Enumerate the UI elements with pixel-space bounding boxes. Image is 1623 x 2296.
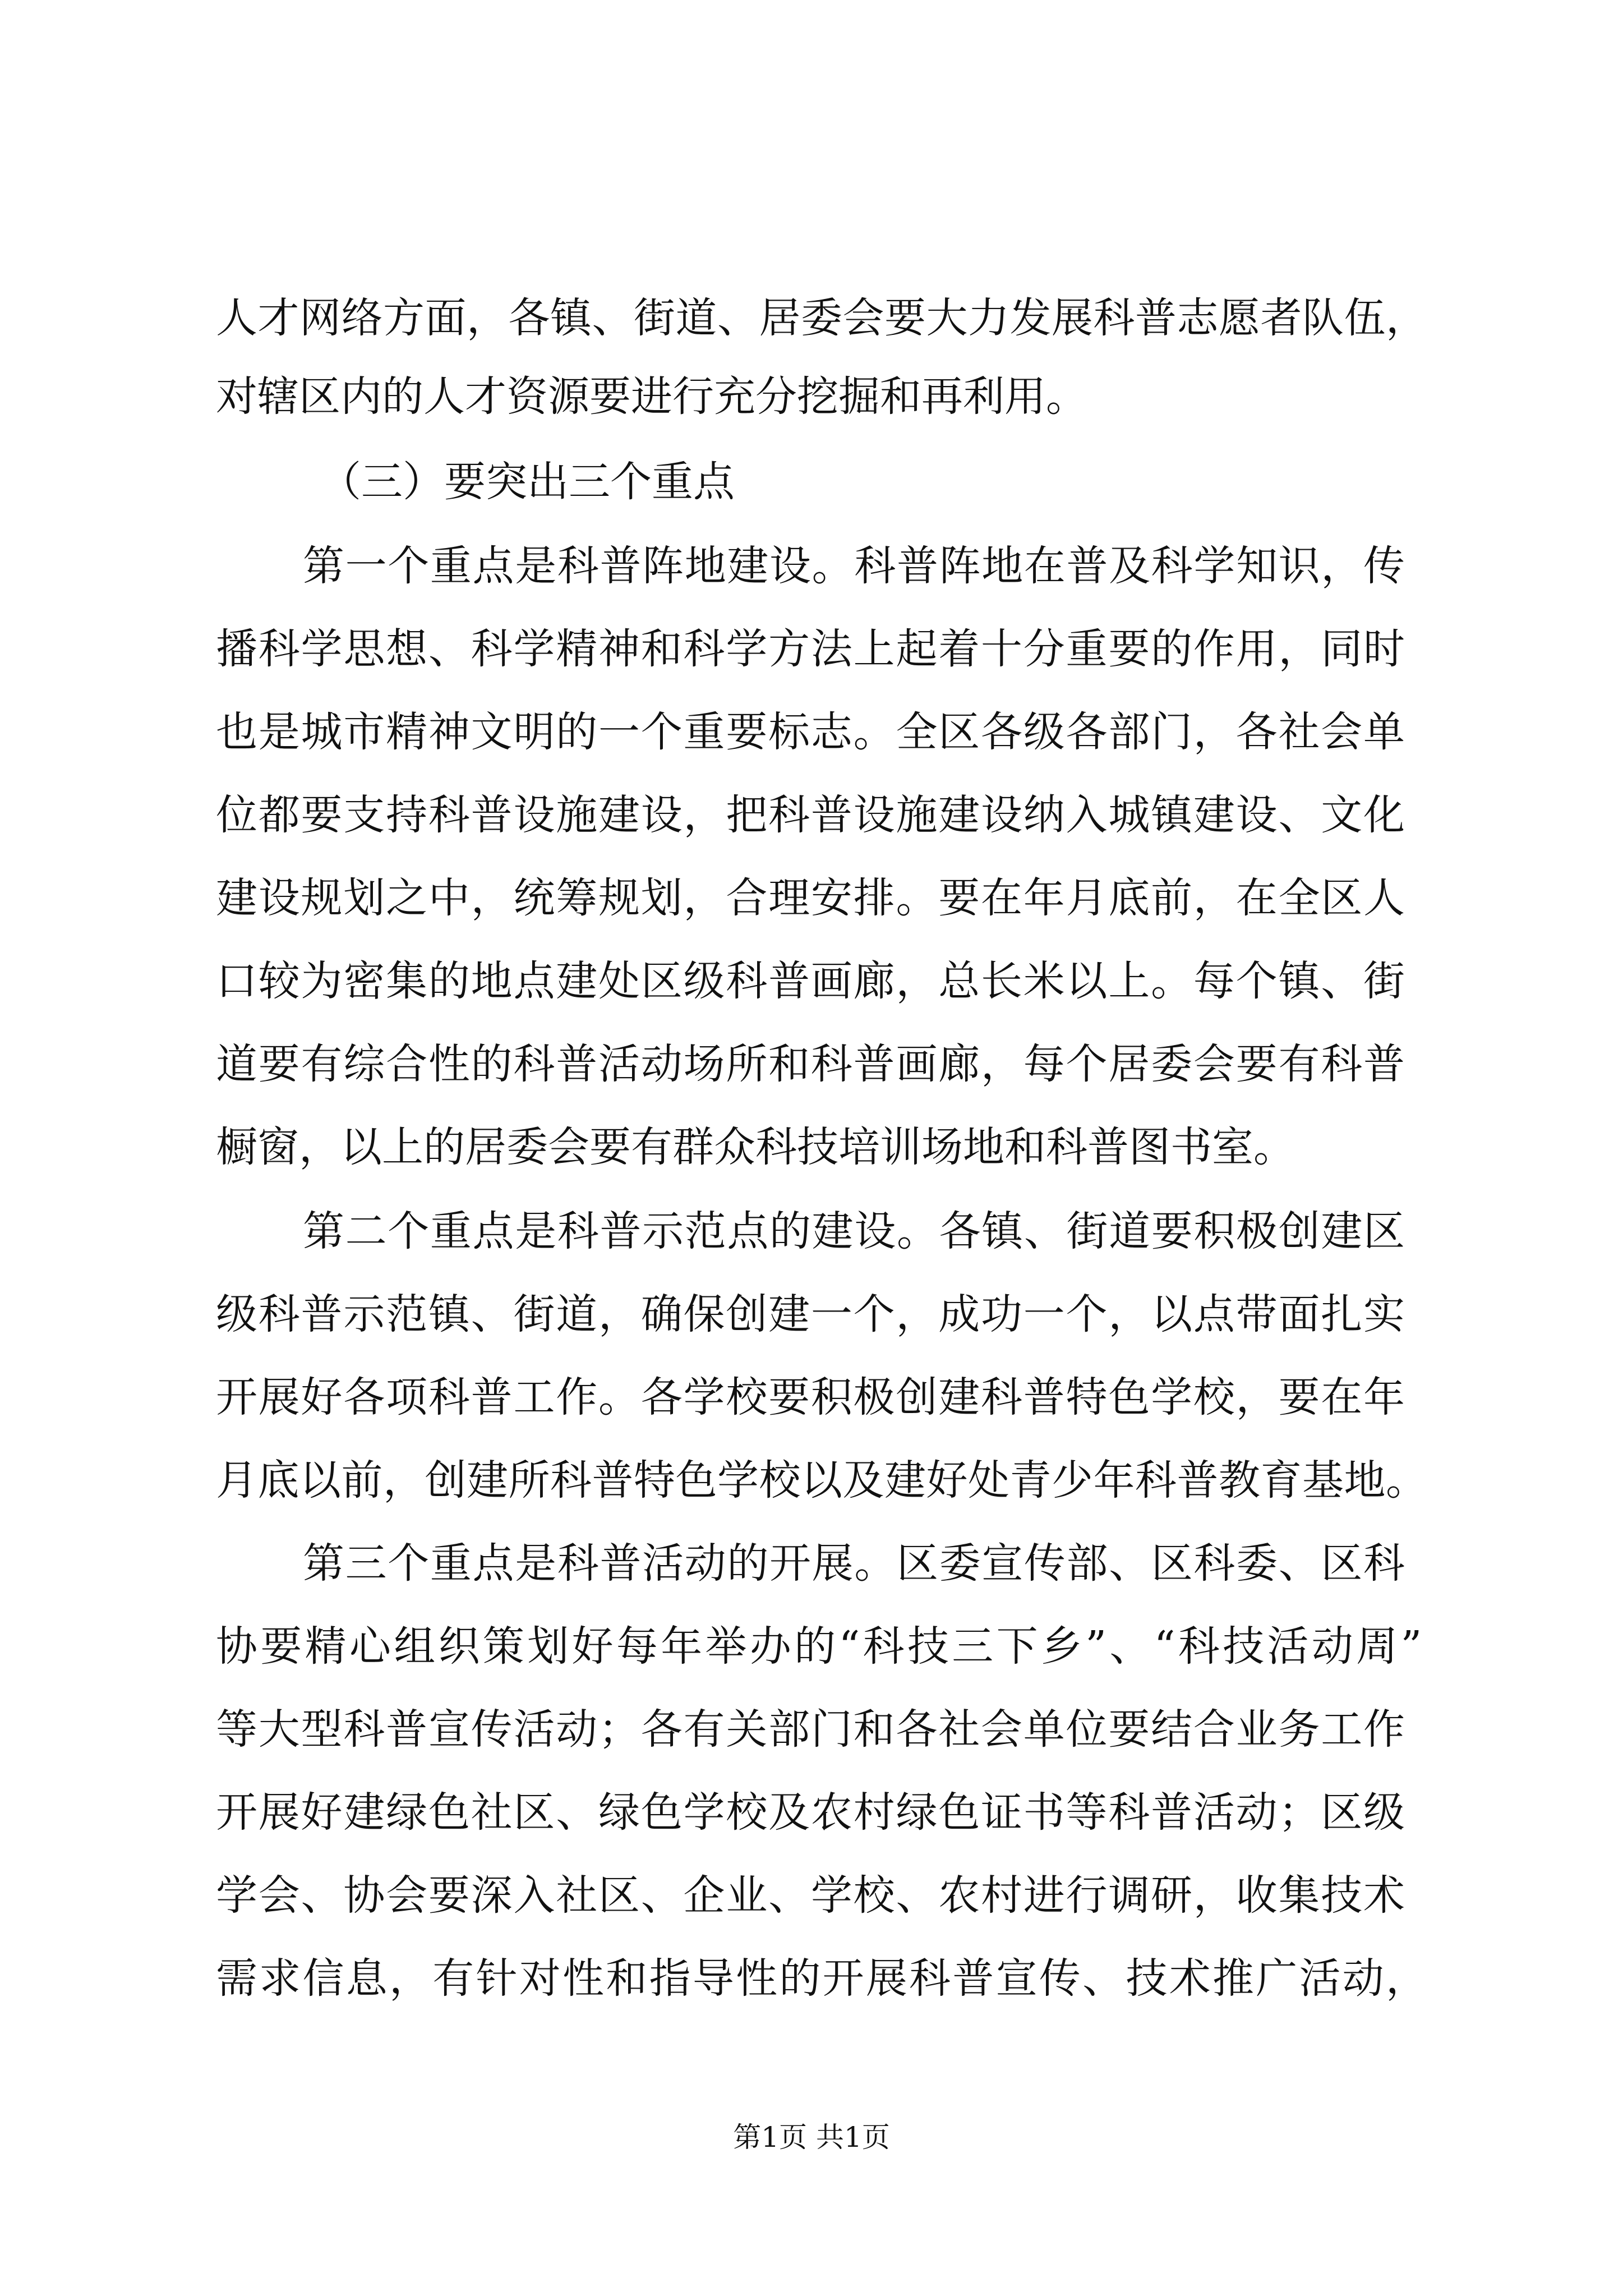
page-footer: 第1页 共1页	[733, 2121, 890, 2154]
document-page: 人才网络方面，各镇、街道、居委会要大力发展科普志愿者队伍， 对辖区内的人才资源要进行充分挖掘和再利用。 （三）要突出三个重点 第一个重点是科普阵地建设。科普阵地在普及科学知识，传 播科学思想、科学精神和科学方法上起着十分重要的作用，同时 也是城市精神文明的一个重要标志。全区各级各部门，各社会单 位都要支持科普设施建设，把科普设施建设纳入城镇建设、文化 建设规划之中，统筹规划，合理安排。要在年月底前，在全区人 口较为密集的地点建处区级科普画廊，总长米以上。每个镇、街 道要有综合性的科普活动场所和科普画廊，每个居委会要有科普 橱窗，以上的居委会要有群众科技培训场地和科普图书室。 第二个重点是科普示范点的建设。各镇、街道要积极创建区 级科普示范镇、街道，确保创建一个，成功一个，以点带面扎实 开展好各项科普工作。各学校要积极创建科普特色学校，要在年 月底以前，创建所科普特色学校以及建好处青少年科普教育基地。 第三个重点是科普活动的开展。区委宣传部、区科委、区科 协要精心组织策划好每年举办的“科技三下乡”、“科技活动周” 等大型科普宣传活动；各有关部门和各社会单位要结合业务工作 开展好建绿色社区、绿色学校及农村绿色证书等科普活动；区级 学会、协会要深入社区、企业、学校、农村进行调研，收集技术 需求信息，有针对性和指导性的开展科普宣传、技术推广活动， 第1页 共1页	[0, 0, 1623, 2296]
